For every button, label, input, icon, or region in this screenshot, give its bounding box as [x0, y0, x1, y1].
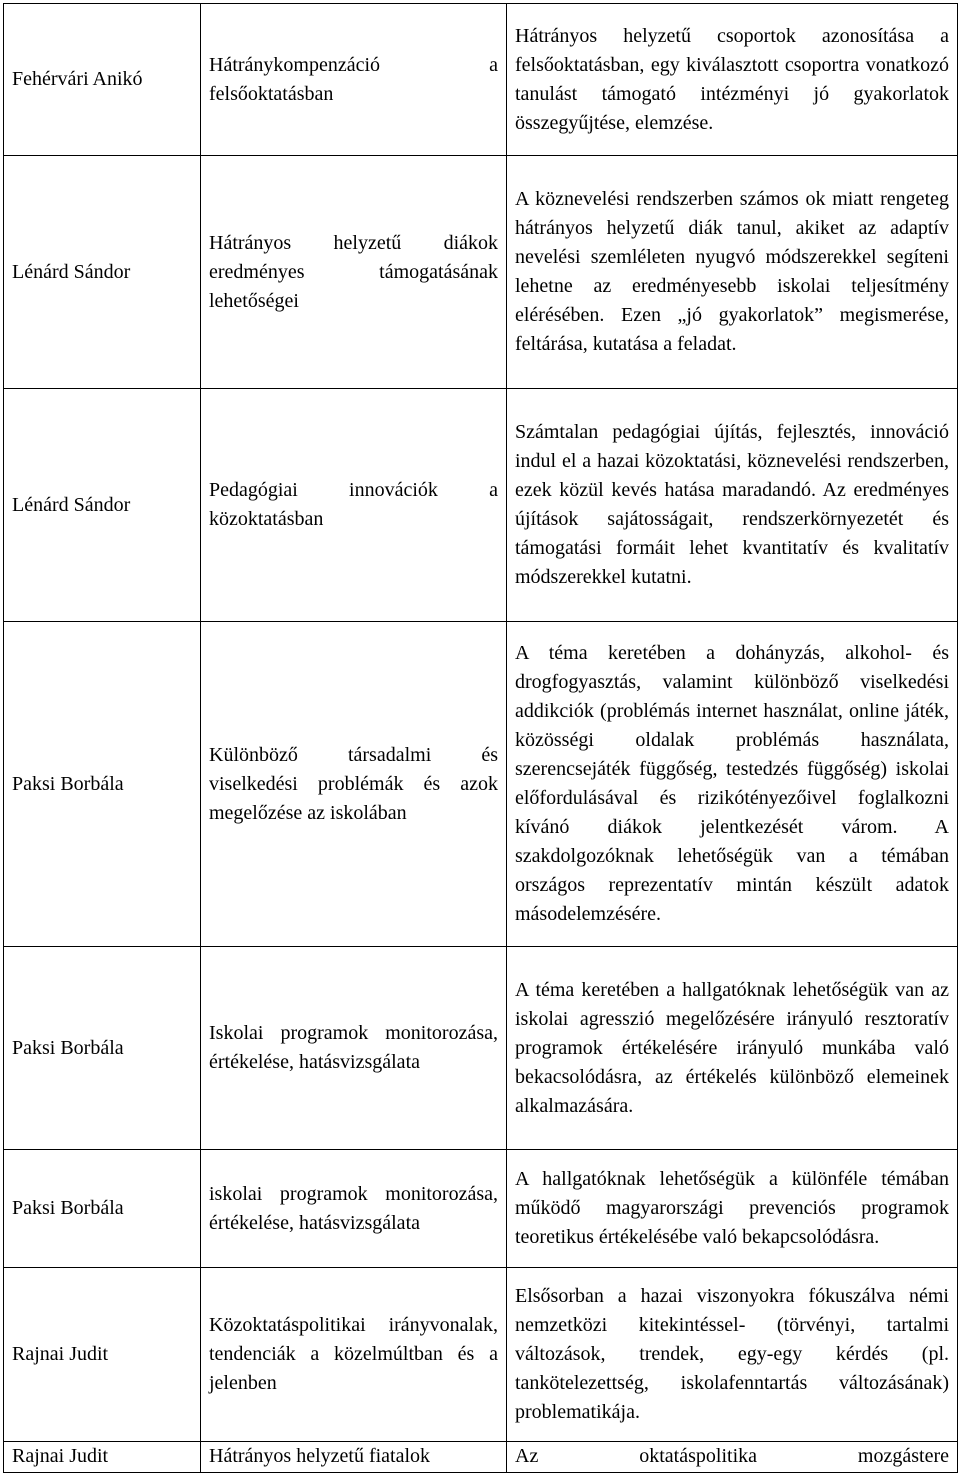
- supervisor-name: Fehérvári Anikó: [4, 4, 201, 156]
- supervisor-name: Paksi Borbála: [4, 1150, 201, 1268]
- supervisor-name: Paksi Borbála: [4, 622, 201, 947]
- table-row: [4, 4, 958, 156]
- table-row: [4, 1150, 958, 1268]
- table-row: [4, 622, 958, 947]
- topic-title: Pedagógiai innovációk a közoktatásban: [201, 389, 507, 622]
- supervisor-name: Lénárd Sándor: [4, 156, 201, 389]
- topic-description: Hátrányos helyzetű csoportok azonosítása a felsőoktatásban, egy kiválasztott csoportra vonatkozó tanulást támogató intézményi jó gyakorlatok összegyűjtése, elemzése.: [507, 4, 958, 156]
- supervisor-name: Rajnai Judit: [4, 1268, 201, 1442]
- supervisor-name: Rajnai Judit: [4, 1442, 201, 1473]
- topic-description: Elsősorban a hazai viszonyokra fókuszálva némi nemzetközi kitekintéssel- (törvényi, tartalmi változások, trendek, egy-egy kérdés (pl. tankötelezettség, iskolafenntartás változásának) problematikája.: [507, 1268, 958, 1442]
- table-row: [4, 156, 958, 389]
- topic-description: Számtalan pedagógiai újítás, fejlesztés, innováció indul el a hazai közoktatási, köznevelési rendszerben, ezek közül kevés hatása maradandó. Az eredményes újítások sajátosságait, rendszerkörnyezetét és támogatási formáit lehet kvantitatív és kvalitatív módszerekkel kutatni.: [507, 389, 958, 622]
- thesis-topics-table: [3, 3, 958, 1473]
- table-row: [4, 1442, 958, 1473]
- topic-description: A hallgatóknak lehetőségük a különféle témában működő magyarországi prevenciós programok teoretikus értékelésébe való bekapcsolódásra.: [507, 1150, 958, 1268]
- topic-description: A téma keretében a hallgatóknak lehetőségük van az iskolai agresszió megelőzésére irányuló resztoratív programok értékelésére irányuló munkába való bekacsolódásra, az értékelés különböző elemeinek alkalmazására.: [507, 947, 958, 1150]
- topic-title: Hátránykompenzáció a felsőoktatásban: [201, 4, 507, 156]
- topic-title: Iskolai programok monitorozása, értékelése, hatásvizsgálata: [201, 947, 507, 1150]
- topic-description: A téma keretében a dohányzás, alkohol- és drogfogyasztás, valamint különböző viselkedési addikciók (problémás internet használat, online játék, közösségi oldalak problémás használata, szerencsejáték függőség, testedzés függőség) iskolai előfordulásával és rizikótényezőivel foglalkozni kívánó diákok jelentkezését várom. A szakdolgozóknak lehetőségük van a témában országos reprezentatív mintán készült adatok másodelemzésére.: [507, 622, 958, 947]
- topic-title: Hátrányos helyzetű fiatalok: [201, 1442, 507, 1473]
- table-row: [4, 947, 958, 1150]
- topic-title: Különböző társadalmi és viselkedési problémák és azok megelőzése az iskolában: [201, 622, 507, 947]
- topic-description: A köznevelési rendszerben számos ok miatt rengeteg hátrányos helyzetű diák tanul, akiket az adaptív nevelési szemléleten nyugvó módszerekkel segíteni lehetne az eredményesebb iskolai teljesítmény elérésében. Ezen „jó gyakorlatok” megismerése, feltárása, kutatása a feladat.: [507, 156, 958, 389]
- topic-title: Hátrányos helyzetű diákok eredményes támogatásának lehetőségei: [201, 156, 507, 389]
- topic-title: Közoktatáspolitikai irányvonalak, tendenciák a közelmúltban és a jelenben: [201, 1268, 507, 1442]
- table-row: [4, 1268, 958, 1442]
- supervisor-name: Lénárd Sándor: [4, 389, 201, 622]
- topic-title: iskolai programok monitorozása, értékelése, hatásvizsgálata: [201, 1150, 507, 1268]
- supervisor-name: Paksi Borbála: [4, 947, 201, 1150]
- table-row: [4, 389, 958, 622]
- topic-description: Az oktatáspolitika mozgástere: [507, 1442, 958, 1473]
